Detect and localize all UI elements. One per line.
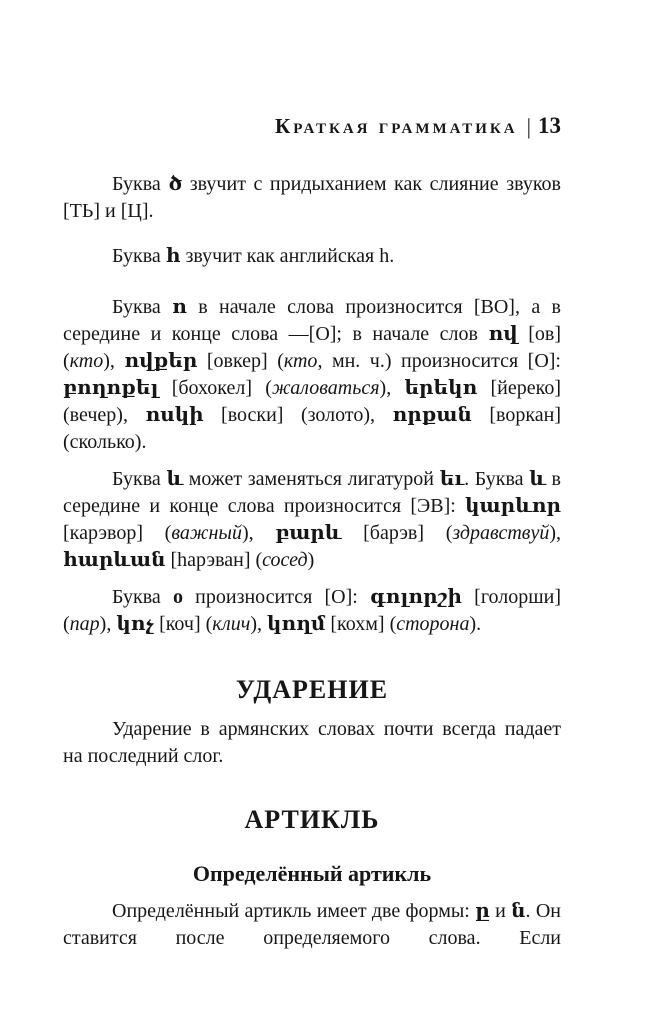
- text-run: ը: [475, 900, 490, 922]
- text-run: ),: [103, 350, 125, 372]
- running-header: [63, 112, 561, 143]
- text-run: [бохокел] (: [158, 377, 272, 399]
- text-run: ): [307, 549, 315, 571]
- paragraph-letter-o: [63, 584, 561, 638]
- text-run: ),: [379, 377, 405, 399]
- text-run: [овкер] (: [197, 350, 284, 372]
- text-run: Буква: [112, 245, 166, 267]
- text-run: ),: [241, 522, 276, 544]
- subsection-heading-definite-article: Определённый артикль: [192, 861, 432, 886]
- text-run: пар: [69, 613, 100, 635]
- text-run: որքան: [392, 404, 472, 426]
- paragraph-letter-vo: [63, 294, 561, 456]
- text-run: կարևոր: [465, 495, 561, 517]
- header-divider: |: [526, 114, 531, 139]
- text-run: здравствуй: [452, 522, 550, 544]
- text-run: . Буква: [464, 468, 530, 490]
- text-run: [воски] (золото),: [203, 404, 393, 426]
- text-run: важный: [171, 522, 242, 544]
- text-run: кто: [69, 350, 104, 372]
- text-run: ),: [99, 613, 117, 635]
- text-run: и: [489, 900, 512, 922]
- text-run: ծ: [168, 173, 183, 195]
- text-run: Ударение в армянских словах почти всегда падает на последний слог.: [63, 718, 561, 767]
- text-run: звучит с придыханием как слияние звуков [ТЬ] и [Ц].: [63, 173, 561, 222]
- text-run: . Он ставится после определяемого слова. Если: [63, 900, 561, 949]
- text-run: в середине и конце слова произносится [ЭВ]:: [63, 468, 561, 517]
- text-run: ն: [511, 900, 526, 922]
- text-run: сосед: [262, 549, 308, 571]
- paragraph-letter-tso: [63, 171, 561, 225]
- chapter-title: Краткая грамматика: [274, 114, 518, 138]
- text-run: [воркан] (сколько).: [63, 404, 561, 453]
- paragraph-letter-yev: [63, 466, 561, 574]
- text-run: [карэвор] (: [63, 522, 172, 544]
- text-run: [йереко] (вечер),: [63, 377, 561, 426]
- text-run: կոչ: [116, 613, 155, 635]
- text-run: Буква: [112, 173, 169, 195]
- text-run: Буква: [112, 468, 167, 490]
- text-run: գոլորշի: [370, 586, 462, 608]
- text-run: [ов] (: [63, 323, 561, 372]
- section-heading-stress: УДАРЕНИЕ: [235, 675, 389, 704]
- text-run: клич: [212, 613, 251, 635]
- text-run: произносится [О]:: [182, 586, 371, 608]
- text-run: [барэв] (: [341, 522, 453, 544]
- paragraph-letter-h: [63, 243, 561, 270]
- text-run: երեկո: [404, 377, 478, 399]
- text-run: кто: [283, 350, 318, 372]
- text-run: может заменяться лигатурой: [183, 468, 440, 490]
- text-run: [коч] (: [154, 613, 213, 635]
- text-run: և: [529, 468, 546, 490]
- text-run: [кохм] (: [325, 613, 397, 635]
- text-run: ովքեր: [124, 350, 198, 372]
- text-run: о: [172, 586, 183, 608]
- text-run: հ: [165, 245, 181, 267]
- text-run: ոսկի: [145, 404, 204, 426]
- text-run: և: [166, 468, 184, 490]
- text-run: եւ: [439, 468, 465, 490]
- text-run: ),: [250, 613, 267, 635]
- text-run: Буква: [112, 296, 173, 318]
- text-run: հարևան: [63, 549, 166, 571]
- text-run: Буква: [112, 586, 173, 608]
- section-heading-article: АРТИКЛЬ: [244, 805, 380, 834]
- text-run: Определённый артикль имеет две формы:: [112, 900, 476, 922]
- text-run: сторона: [396, 613, 470, 635]
- text-run: ).: [469, 613, 482, 635]
- text-run: [hарэван] (: [165, 549, 263, 571]
- text-run: ո: [172, 296, 187, 318]
- text-run: բարև: [275, 522, 342, 544]
- text-run: , мн. ч.) произносится [О]:: [317, 350, 561, 372]
- paragraph-definite-article: [63, 898, 561, 952]
- text-run: ով: [488, 323, 518, 345]
- text-run: ),: [549, 522, 561, 544]
- text-run: звучит как английская h.: [180, 245, 395, 267]
- text-run: կողմ: [267, 613, 326, 635]
- text-run: բողոքել: [63, 377, 159, 399]
- page-number: 13: [538, 113, 561, 138]
- text-run: [голорши] (: [63, 586, 561, 635]
- text-run: жаловаться: [271, 377, 380, 399]
- text-run: в начале слова произносится [ВО], а в середине и конце слова —[О]; в начале слов: [63, 296, 561, 345]
- paragraph-stress: [63, 716, 561, 770]
